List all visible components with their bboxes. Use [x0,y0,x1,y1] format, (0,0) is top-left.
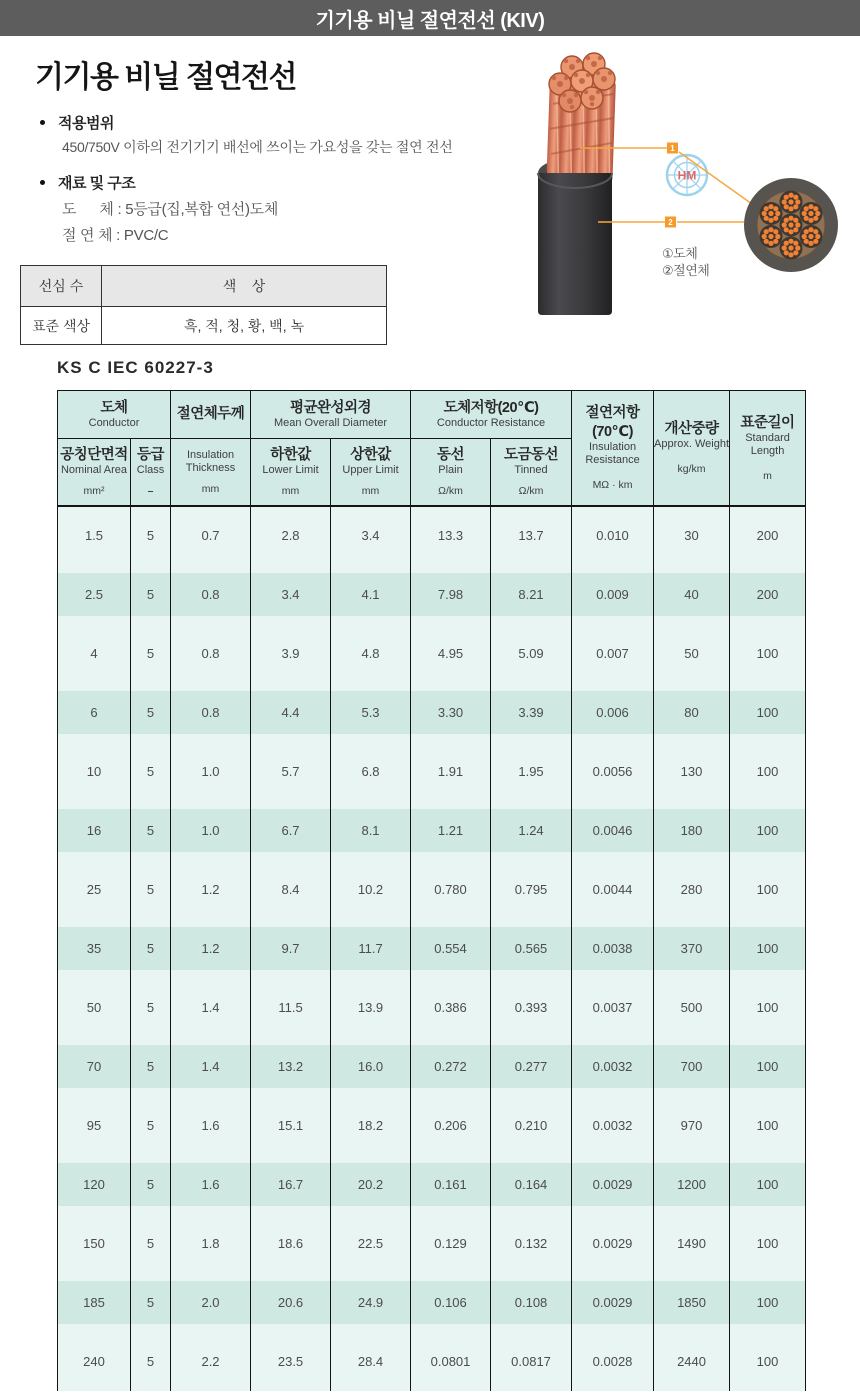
spec-table-row [58,860,806,919]
wire-dot [788,199,793,204]
wire-dot [808,241,813,246]
wire-dot [782,222,787,227]
color-table-header-color: 색 상 [102,266,387,307]
color-table-standard-colors: 흑, 적, 청, 황, 백, 녹 [102,307,387,345]
header-length: 표준길이 Standard Length m [730,391,806,506]
spec-table-cell: 95 [58,1096,131,1155]
wire-dot [768,218,773,223]
wire-dot [784,227,789,232]
spec-table-cell: 100 [730,860,806,919]
wire-dot [764,239,769,244]
spec-table-cell: 0.780 [411,860,491,919]
spec-table-row [58,978,806,1037]
spec-table-row [58,1037,806,1096]
spec-table-cell: 5.09 [491,624,572,683]
spec-table-cell: 28.4 [331,1332,411,1391]
cable-diagram [500,45,860,340]
top-bar-title: 기기용 비닐 절연전선 (KIV) [315,9,545,32]
header-nominal-area: 공칭단면적 Nominal Area mm² [58,439,131,506]
wire-dot [808,227,813,232]
spec-table-cell: 50 [654,624,730,683]
wire-dot [793,218,798,223]
spec-table-cell: 100 [730,1096,806,1155]
wire-dot [788,206,793,211]
wire-dot [788,245,793,250]
spec-table-cell: 5 [131,1214,171,1273]
spec-table-cell: 0.0044 [572,860,654,919]
spec-table-cell: 1.91 [411,742,491,801]
spec-table-row [58,919,806,978]
spec-table-cell: 24.9 [331,1273,411,1332]
spec-table-cell: 1.6 [171,1155,251,1214]
spec-table-cell: 100 [730,1037,806,1096]
spec-table-cell: 0.0046 [572,801,654,860]
wire-dot [784,195,789,200]
spec-table-cell: 20.6 [251,1273,331,1332]
spec-table-cell: 25 [58,860,131,919]
spec-table-cell: 13.3 [411,506,491,565]
spec-table-row [58,801,806,860]
callout-insulation [598,217,744,228]
color-table-standard-label: 표준 색상 [21,307,102,345]
wire-dot [808,218,813,223]
spec-table-cell: 4.8 [331,624,411,683]
spec-table-cell: 0.7 [171,506,251,565]
wire-dot [784,241,789,246]
spec-table-cell: 8.4 [251,860,331,919]
spec-table-cell: 1.21 [411,801,491,860]
wire-dot [768,211,773,216]
spec-table-cell: 240 [58,1332,131,1391]
spec-table-cell: 16 [58,801,131,860]
spec-table-cell: 0.277 [491,1037,572,1096]
spec-table-cell: 0.010 [572,506,654,565]
wire-dot [764,216,769,221]
wire-dot [802,234,807,239]
spec-table-cell: 150 [58,1214,131,1273]
wire-dot [788,229,793,234]
wire-dot [762,234,767,239]
spec-table-cell: 100 [730,624,806,683]
spec-table-cell: 130 [654,742,730,801]
spec-table-cell: 5 [131,919,171,978]
spec-table-row [58,1155,806,1214]
wire-dot [782,199,787,204]
spec-table-cell: 100 [730,978,806,1037]
material-conductor-line: 도 체 : 5등급(집,복합 연선)도체 [62,201,279,218]
spec-table-cell: 100 [730,1273,806,1332]
spec-table-cell: 0.554 [411,919,491,978]
spec-table-cell: 370 [654,919,730,978]
spec-table-cell: 0.272 [411,1037,491,1096]
spec-table-cell: 5 [131,860,171,919]
section-scope-body: 450/750V 이하의 전기기기 배선에 쓰이는 가요성을 갖는 절연 전선 [62,139,453,155]
spec-table-cell: 1.95 [491,742,572,801]
spec-table-cell: 0.565 [491,919,572,978]
spec-table-cell: 0.0037 [572,978,654,1037]
spec-table-cell: 1200 [654,1155,730,1214]
spec-table-cell: 0.129 [411,1214,491,1273]
spec-table-cell: 10 [58,742,131,801]
wire-dot [804,206,809,211]
spec-table-cell: 11.5 [251,978,331,1037]
spec-table-cell: 3.9 [251,624,331,683]
marker-1-number: 1 [670,144,675,153]
spec-table-cell: 8.21 [491,565,572,624]
spec-table-cell: 1.2 [171,860,251,919]
wire-dot [804,239,809,244]
spec-table-cell: 30 [654,506,730,565]
spec-table-body [58,506,806,1391]
spec-table-cell: 5 [131,1037,171,1096]
spec-table-cell: 0.210 [491,1096,572,1155]
spec-table-cell: 4 [58,624,131,683]
wire-dot [813,206,818,211]
wire-dot [784,250,789,255]
spec-table-cell: 16.0 [331,1037,411,1096]
spec-table-cell: 1.6 [171,1096,251,1155]
header-plain: 동선 Plain Ω/km [411,439,491,506]
spec-table-cell: 15.1 [251,1096,331,1155]
spec-table-cell: 0.106 [411,1273,491,1332]
spec-table-cell: 0.006 [572,683,654,742]
spec-table-cell: 4.95 [411,624,491,683]
spec-table-cell: 4.4 [251,683,331,742]
spec-table-cell: 200 [730,565,806,624]
spec-table-cell: 5 [131,506,171,565]
wire-dot [773,216,778,221]
spec-table-cell: 100 [730,742,806,801]
wire-dot [808,211,813,216]
wire-dot [768,234,773,239]
wire-dot [775,211,780,216]
spec-table-cell: 8.1 [331,801,411,860]
spec-table-cell: 3.39 [491,683,572,742]
spec-table-row [58,1273,806,1332]
spec-table-cell: 100 [730,801,806,860]
spec-table-cell: 120 [58,1155,131,1214]
wire-dot [768,227,773,232]
wire-dot [768,204,773,209]
cable-jacket [538,173,612,315]
cable-illustration [500,45,860,340]
spec-table-cell: 5 [131,1155,171,1214]
spec-table-cell: 13.9 [331,978,411,1037]
spec-table-cell: 6.7 [251,801,331,860]
spec-table-cell: 1490 [654,1214,730,1273]
spec-table-cell: 100 [730,1332,806,1391]
watermark-text: HM [677,168,697,183]
section-material-label: 재료 및 구조 [58,175,136,192]
spec-table-cell: 0.0029 [572,1214,654,1273]
spec-table-cell: 0.0038 [572,919,654,978]
spec-table-cell: 5 [131,742,171,801]
spec-table-cell: 2440 [654,1332,730,1391]
spec-table-cell: 3.4 [331,506,411,565]
wire-dot [773,239,778,244]
material-insulation-line: 절 연 체 : PVC/C [62,227,169,244]
wire-dot [793,250,798,255]
spec-table-cell: 100 [730,1214,806,1273]
wire-dot [793,204,798,209]
wire-dot [793,241,798,246]
wire-dot [773,229,778,234]
color-table [20,265,387,345]
spec-table-cell: 0.161 [411,1155,491,1214]
spec-table-cell: 1.5 [58,506,131,565]
spec-table-cell: 0.007 [572,624,654,683]
page-title: 기기용 비닐 절연전선 [35,61,296,94]
header-lower-limit: 하한값 Lower Limit mm [251,439,331,506]
wire-dot [793,227,798,232]
wire-dot [773,206,778,211]
spec-table-row [58,1096,806,1155]
spec-table-cell: 5 [131,1273,171,1332]
spec-table-cell: 5 [131,624,171,683]
spec-table-cell: 0.0029 [572,1155,654,1214]
spec-table-cell: 1.8 [171,1214,251,1273]
wire-dot [775,234,780,239]
wire-dot [808,204,813,209]
marker-2-number: 2 [668,218,673,227]
header-thickness-sub: Insulation Thickness mm [171,439,251,506]
spec-table-cell: 16.7 [251,1155,331,1214]
spec-table-cell: 5 [131,978,171,1037]
legend-conductor: ①도체 [662,246,698,261]
wire-dot [768,241,773,246]
wire-dot [813,239,818,244]
header-conductor-group: 도체 Conductor [58,391,171,439]
wire-dot [784,218,789,223]
wire-dot [764,229,769,234]
spec-table-cell: 9.7 [251,919,331,978]
spec-table-cell: 100 [730,683,806,742]
section-material-title [40,172,135,193]
spec-table-row [58,1214,806,1273]
spec-table-cell: 0.8 [171,565,251,624]
top-bar [0,0,860,36]
spec-table-cell: 22.5 [331,1214,411,1273]
cross-section [744,178,838,272]
header-weight: 개산중량 Approx. Weight kg/km [654,391,730,506]
section-scope-title [40,112,114,133]
wire-dot [815,211,820,216]
wire-dot [795,199,800,204]
spec-table-cell: 0.0801 [411,1332,491,1391]
spec-table-cell: 2.5 [58,565,131,624]
spec-table-cell: 185 [58,1273,131,1332]
spec-table-cell: 6 [58,683,131,742]
spec-table-cell: 0.8 [171,624,251,683]
wire-dot [795,222,800,227]
color-table-row [21,307,387,345]
bullet-icon [40,120,45,125]
spec-table-cell: 1.0 [171,742,251,801]
spec-table-cell: 0.8 [171,683,251,742]
spec-table-cell: 11.7 [331,919,411,978]
spec-table-cell: 23.5 [251,1332,331,1391]
spec-table-cell: 5 [131,801,171,860]
header-resistance-group: 도체저항(20℃) Conductor Resistance [411,391,572,439]
wire-dot [793,195,798,200]
spec-table-cell: 80 [654,683,730,742]
wire-dot [782,245,787,250]
spec-table-cell: 2.2 [171,1332,251,1391]
spec-table-cell: 180 [654,801,730,860]
spec-table-cell: 100 [730,919,806,978]
spec-table-cell: 1.4 [171,978,251,1037]
wire-dot [764,206,769,211]
spec-table-cell: 5 [131,565,171,624]
spec-table-cell: 0.0032 [572,1096,654,1155]
spec-table-cell: 18.6 [251,1214,331,1273]
spec-table-cell: 0.009 [572,565,654,624]
color-table-header-cores: 선심 수 [21,266,102,307]
wire-dot [795,245,800,250]
color-table-header-row [21,266,387,307]
wire-dot [804,216,809,221]
spec-table-cell: 35 [58,919,131,978]
spec-table-cell: 3.30 [411,683,491,742]
spec-table-cell: 5.7 [251,742,331,801]
spec-table-cell: 70 [58,1037,131,1096]
spec-table-cell: 1.4 [171,1037,251,1096]
spec-table-cell: 50 [58,978,131,1037]
spec-table-cell: 5 [131,1096,171,1155]
spec-table-cell: 0.206 [411,1096,491,1155]
spec-table-row [58,565,806,624]
wire-dot [808,234,813,239]
bullet-icon [40,180,45,185]
spec-table-cell: 5 [131,1332,171,1391]
spec-table-cell: 0.108 [491,1273,572,1332]
spec-table-cell: 3.4 [251,565,331,624]
header-diameter-group: 평균완성외경 Mean Overall Diameter [251,391,411,439]
spec-table-cell: 0.0028 [572,1332,654,1391]
wire-dot [813,216,818,221]
spec-header-group-row [58,391,806,439]
spec-table-cell: 0.393 [491,978,572,1037]
spec-table-cell: 500 [654,978,730,1037]
header-thickness-group: 절연체두께 [171,391,251,439]
spec-table-cell: 2.0 [171,1273,251,1332]
header-upper-limit: 상한값 Upper Limit mm [331,439,411,506]
spec-table-cell: 200 [730,506,806,565]
wire-dot [762,211,767,216]
spec-table-cell: 700 [654,1037,730,1096]
wire-dot [815,234,820,239]
spec-table-row [58,624,806,683]
wire-dot [788,252,793,257]
spec-table-cell: 5 [131,683,171,742]
spec-table-row [58,1332,806,1391]
spec-table-cell: 1.2 [171,919,251,978]
wire-dot [788,222,793,227]
legend-insulation: ②절연체 [662,263,710,278]
header-tinned: 도금동선 Tinned Ω/km [491,439,572,506]
wire-dot [788,239,793,244]
wire-dot [788,216,793,221]
spec-table-cell: 0.0029 [572,1273,654,1332]
spec-table-cell: 0.386 [411,978,491,1037]
section-scope-label: 적용범위 [58,115,114,132]
header-insulation-resistance: 절연저항(70℃) Insulation Resistance MΩ · km [572,391,654,506]
spec-table-cell: 40 [654,565,730,624]
wire-dot [804,229,809,234]
wire-dot [784,204,789,209]
wire-dot [802,211,807,216]
spec-table-cell: 0.0817 [491,1332,572,1391]
wire-dot [788,193,793,198]
spec-table-row [58,683,806,742]
spec-table-cell: 10.2 [331,860,411,919]
spec-table-cell: 100 [730,1155,806,1214]
spec-table-cell: 5.3 [331,683,411,742]
spec-table-row [58,742,806,801]
spec-table-cell: 1.0 [171,801,251,860]
spec-table-cell: 4.1 [331,565,411,624]
spec-table-cell: 2.8 [251,506,331,565]
spec-table-cell: 13.7 [491,506,572,565]
watermark-logo [667,155,707,195]
wire-dot [813,229,818,234]
spec-table-cell: 280 [654,860,730,919]
standard-code: KS C IEC 60227-3 [57,358,214,377]
spec-table-cell: 1.24 [491,801,572,860]
spec-table-cell: 0.132 [491,1214,572,1273]
spec-table-cell: 0.0056 [572,742,654,801]
spec-table [57,390,806,1391]
spec-table-row [58,506,806,565]
spec-table-cell: 18.2 [331,1096,411,1155]
header-class: 등급 Class – [131,439,171,506]
spec-table-cell: 6.8 [331,742,411,801]
spec-table-cell: 1850 [654,1273,730,1332]
spec-table-cell: 20.2 [331,1155,411,1214]
spec-table-cell: 0.795 [491,860,572,919]
spec-table-cell: 7.98 [411,565,491,624]
spec-table-cell: 0.0032 [572,1037,654,1096]
spec-table-cell: 970 [654,1096,730,1155]
spec-table-cell: 13.2 [251,1037,331,1096]
spec-table-cell: 0.164 [491,1155,572,1214]
